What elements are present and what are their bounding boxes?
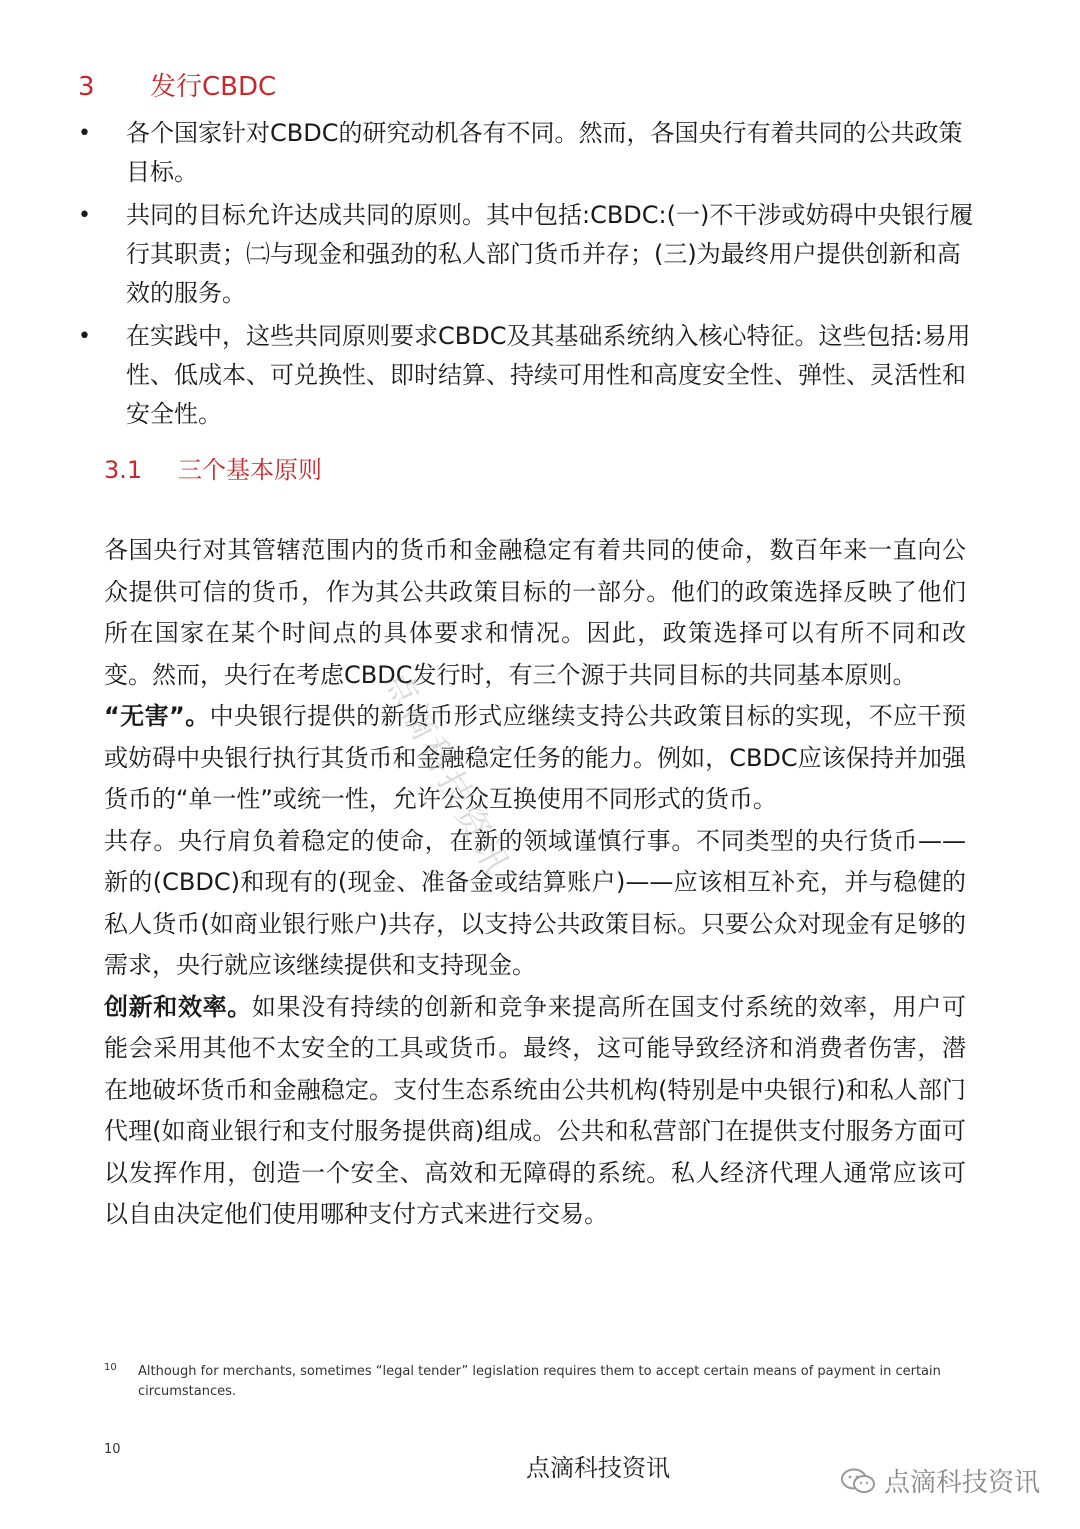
section-heading	[78, 66, 276, 103]
paragraph-coexistence: 共存。央行肩负着稳定的使命，在新的领域谨慎行事。不同类型的央行货币——新的(CBDC)和现有的(现金、准备金或结算账户)——应该相互补充，并与稳健的私人货币(如商业银行账户)共存，以支持公共政策目标。只要公众对现金有足够的需求，央行就应该继续提供和支持现金。	[104, 826, 966, 979]
bullet-text: 各个国家针对CBDC的研究动机各有不同。然而，各国央行有着共同的公共政策目标。	[126, 119, 963, 186]
paragraph-do-no-harm	[104, 696, 966, 821]
paragraph-intro: 各国央行对其管辖范围内的货币和金融稳定有着共同的使命，数百年来一直向公众提供可信的货币，作为其公共政策目标的一部分。他们的政策选择反映了他们所在国家在某个时间点的具体要求和情况。因此，政策选择可以有所不同和改变。然而，央行在考虑CBDC发行时，有三个源于共同目标的共同基本原则。	[104, 536, 966, 689]
footnote-number: 10	[104, 1362, 117, 1373]
subsection-number: 3.1	[104, 456, 143, 484]
section-title: 发行CBDC	[150, 72, 277, 102]
list-item	[78, 114, 978, 192]
bullet-text: 共同的目标允许达成共同的原则。其中包括:CBDC:(一)不干涉或妨碍中央银行履行其职责；㈡与现金和强劲的私人部门货币并存；(三)为最终用户提供创新和高效的服务。	[126, 201, 974, 307]
watermark: 点滴科技资讯	[375, 663, 518, 884]
body-text	[104, 530, 966, 1236]
bullet-icon: •	[78, 121, 91, 146]
paragraph-innovation	[104, 987, 966, 1236]
paragraph-lead: 创新和效率。	[104, 992, 252, 1021]
paragraph-text: 如果没有持续的创新和竞争来提高所在国支付系统的效率，用户可能会采用其他不太安全的工具或货币。最终，这可能导致经济和消费者伤害，潜在地破坏货币和金融稳定。支付生态系统由公共机构(特别是中央银行)和私人部门代理(如商业银行和支付服务提供商)组成。公共和私营部门在提供支付服务方面可以发挥作用，创造一个安全、高效和无障碍的系统。私人经济代理人通常应该可以自由决定他们使用哪种支付方式来进行交易。	[104, 992, 967, 1228]
bullet-icon: •	[78, 324, 91, 349]
paragraph-text: 中央银行提供的新货币形式应继续支持公共政策目标的实现，不应干预或妨碍中央银行执行其货币和金融稳定任务的能力。例如，CBDC应该保持并加强货币的“单一性”或统一性，允许公众互换使用不同形式的货币。	[104, 702, 967, 813]
wechat-label: 点滴科技资讯	[884, 1468, 1041, 1498]
wechat-icon	[840, 1467, 876, 1495]
bullet-list	[78, 114, 978, 438]
wechat-attribution	[840, 1462, 1040, 1499]
subsection-title: 三个基本原则	[178, 456, 322, 484]
footnote-text: Although for merchants, sometimes “legal tender” legislation requires them to accept certain means of payment in certain circumstances.	[138, 1364, 941, 1399]
paragraph-lead: “无害”。	[104, 702, 210, 730]
footnote	[104, 1362, 964, 1402]
bullet-text: 在实践中，这些共同原则要求CBDC及其基础系统纳入核心特征。这些包括:易用性、低成本、可兑换性、即时结算、持续可用性和高度安全性、弹性、灵活性和安全性。	[126, 322, 971, 428]
bullet-icon: •	[78, 203, 91, 228]
list-item	[78, 196, 978, 313]
list-item	[78, 317, 978, 434]
page-number: 10	[104, 1442, 121, 1457]
subsection-heading	[104, 450, 322, 485]
source-label: 点滴科技资讯	[526, 1454, 670, 1482]
section-number: 3	[78, 72, 95, 102]
